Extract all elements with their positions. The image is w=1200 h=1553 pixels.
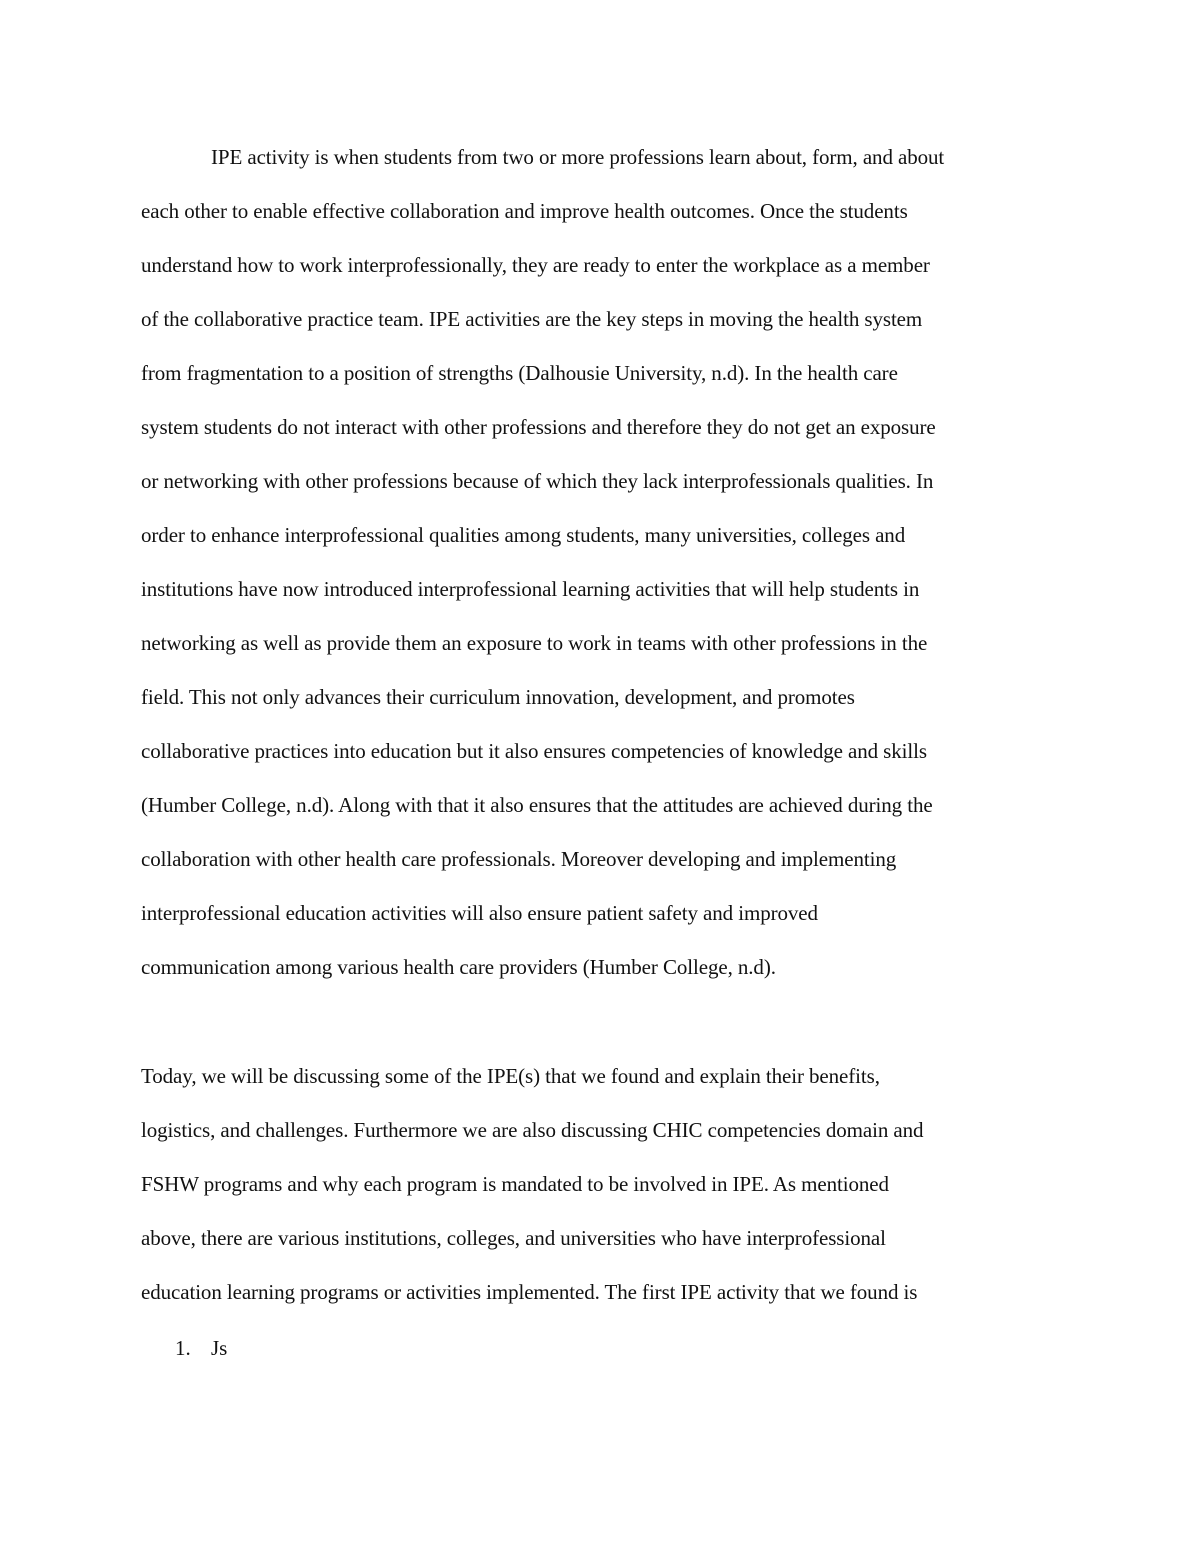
list-item xyxy=(175,1334,227,1362)
paragraph-line: of the collaborative practice team. IPE activities are the key steps in moving the health system xyxy=(141,307,923,331)
paragraph-line: (Humber College, n.d). Along with that it also ensures that the attitudes are achieved during the xyxy=(141,793,933,817)
paragraph-line: order to enhance interprofessional qualities among students, many universities, colleges and xyxy=(141,523,906,547)
paragraph-line: from fragmentation to a position of strengths (Dalhousie University, n.d). In the health care xyxy=(141,361,898,385)
paragraph-line: collaboration with other health care professionals. Moreover developing and implementing xyxy=(141,847,897,871)
paragraph-line: networking as well as provide them an exposure to work in teams with other professions in the xyxy=(141,631,928,655)
paragraph-line: institutions have now introduced interprofessional learning activities that will help students in xyxy=(141,577,920,601)
paragraph-line: each other to enable effective collaboration and improve health outcomes. Once the students xyxy=(141,199,908,223)
paragraph-line: education learning programs or activities implemented. The first IPE activity that we found is xyxy=(141,1280,918,1304)
paragraph-line: understand how to work interprofessionally, they are ready to enter the workplace as a member xyxy=(141,253,930,277)
paragraph-line: field. This not only advances their curriculum innovation, development, and promotes xyxy=(141,685,855,709)
paragraph-line: above, there are various institutions, colleges, and universities who have interprofessional xyxy=(141,1226,886,1250)
list-item-number: 1. xyxy=(175,1336,191,1360)
paragraph-line: collaborative practices into education but it also ensures competencies of knowledge and skills xyxy=(141,739,927,763)
paragraph-line: Today, we will be discussing some of the IPE(s) that we found and explain their benefits, xyxy=(141,1064,880,1088)
paragraph-line: interprofessional education activities will also ensure patient safety and improved xyxy=(141,901,818,925)
paragraph-line: or networking with other professions because of which they lack interprofessionals qualities. In xyxy=(141,469,934,493)
paragraph-line: IPE activity is when students from two or more professions learn about, form, and about xyxy=(211,145,945,169)
paragraph-line: FSHW programs and why each program is mandated to be involved in IPE. As mentioned xyxy=(141,1172,889,1196)
list-item-text: Js xyxy=(211,1336,228,1360)
paragraph-line: logistics, and challenges. Furthermore we are also discussing CHIC competencies domain and xyxy=(141,1118,924,1142)
paragraph-line: communication among various health care providers (Humber College, n.d). xyxy=(141,955,776,979)
paragraph-line: system students do not interact with other professions and therefore they do not get an exposure xyxy=(141,415,936,439)
